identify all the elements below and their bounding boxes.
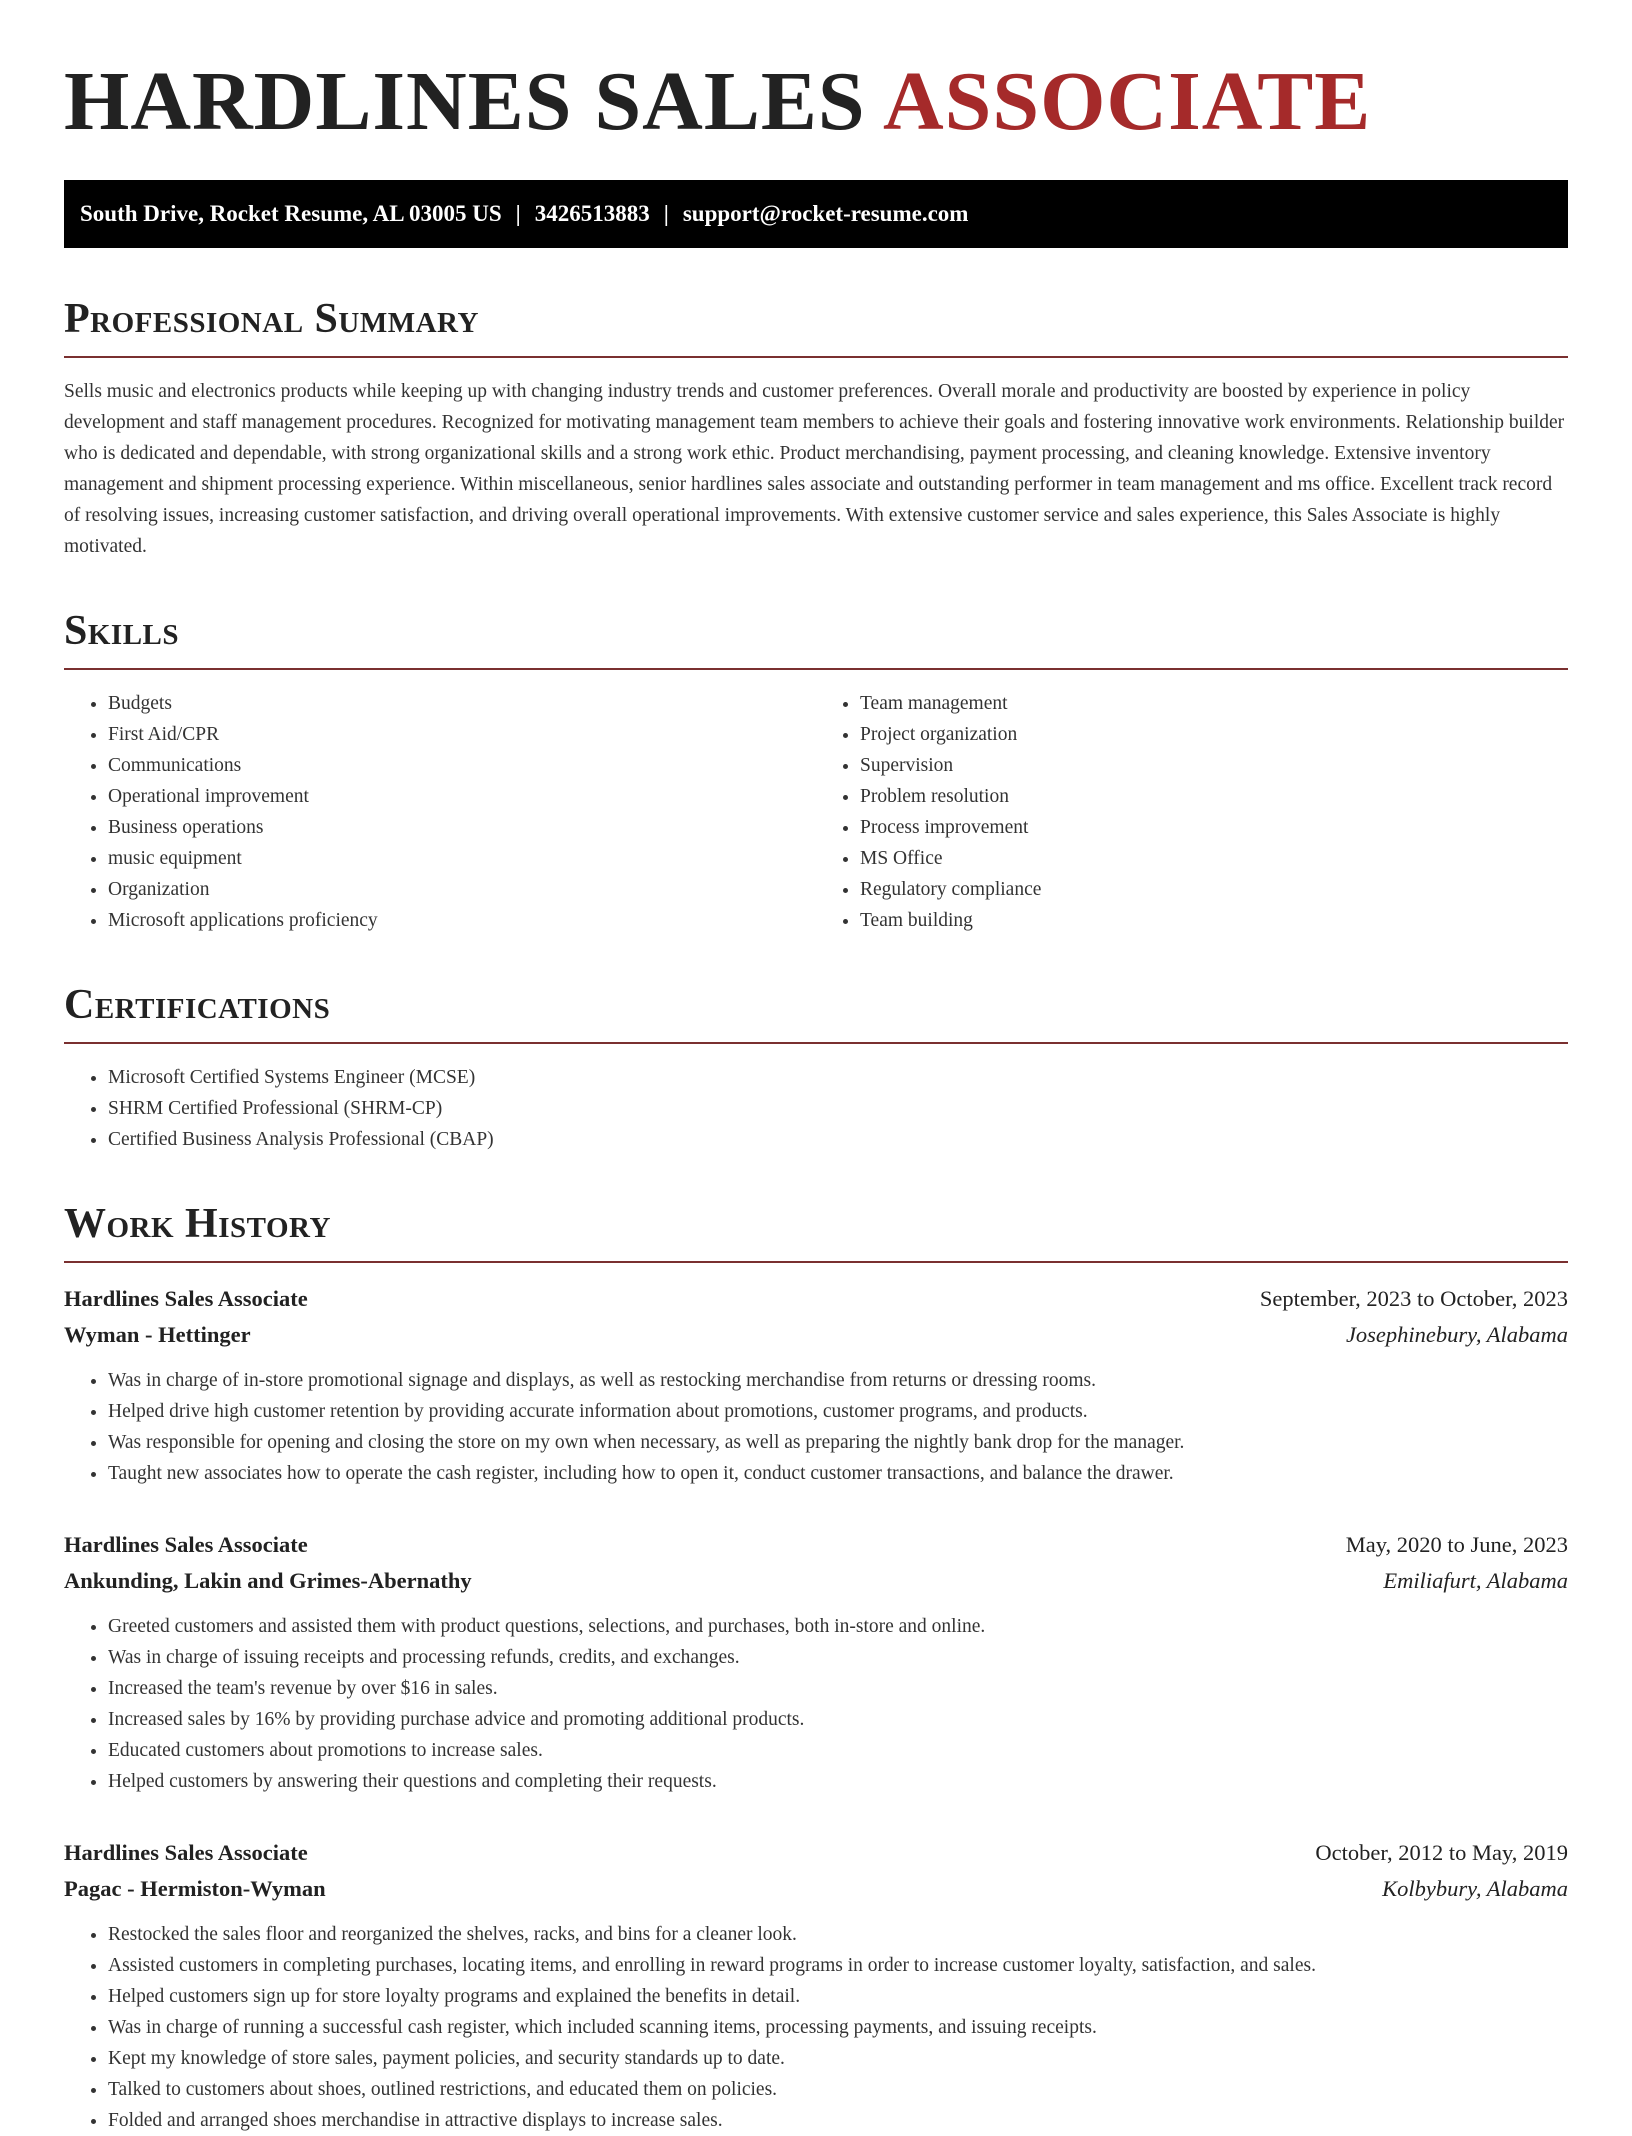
job-bullet: • Greeted customers and assisted them with product questions, selections, and purchases, both in-store and online. [108, 1611, 1568, 1642]
certifications-section [64, 980, 1568, 1155]
job-location: Emiliafurt, Alabama [1383, 1568, 1568, 1593]
job-entry [64, 1281, 1568, 1489]
skill-item: • Project organization [860, 719, 1568, 750]
skill-item: • Budgets [108, 688, 816, 719]
skills-list-left [64, 688, 816, 936]
job-bullets [64, 1919, 1568, 2136]
contact-address: South Drive, Rocket Resume, AL 03005 US [80, 201, 502, 226]
job-location: Josephinebury, Alabama [1345, 1322, 1568, 1347]
section-title: Professional Summary [64, 296, 479, 342]
skill-item: • Organization [108, 874, 816, 905]
job-bullet: • Helped customers by answering their questions and completing their requests. [108, 1766, 1568, 1797]
section-divider [64, 1261, 1568, 1263]
job-dates: September, 2023 to October, 2023 [1259, 1286, 1568, 1311]
certification-item: • SHRM Certified Professional (SHRM-CP) [108, 1093, 1568, 1124]
certifications-list [64, 1062, 1568, 1155]
job-bullet: • Was in charge of issuing receipts and processing refunds, credits, and exchanges. [108, 1642, 1568, 1673]
skill-item: • Operational improvement [108, 781, 816, 812]
job-header-row [64, 1281, 1568, 1317]
job-location: Kolbybury, Alabama [1382, 1876, 1568, 1901]
job-bullet: • Educated customers about promotions to increase sales. [108, 1735, 1568, 1766]
job-header-row [64, 1527, 1568, 1563]
skill-item: • Business operations [108, 812, 816, 843]
skill-item: • Team management [860, 688, 1568, 719]
job-company-row [64, 1871, 1568, 1907]
job-bullet: • Increased the team's revenue by over $16 in sales. [108, 1673, 1568, 1704]
certification-item: • Microsoft Certified Systems Engineer (MCSE) [108, 1062, 1568, 1093]
skills-section [64, 606, 1568, 936]
skills-grid [64, 688, 1568, 936]
job-bullets [64, 1365, 1568, 1489]
contact-phone: 3426513883 [534, 201, 650, 226]
section-divider [64, 668, 1568, 670]
section-title: Work History [64, 1201, 331, 1247]
job-title: Hardlines Sales Associate [64, 1532, 308, 1557]
job-bullet: • Helped customers sign up for store loyalty programs and explained the benefits in detail. [108, 1981, 1568, 2012]
job-dates: October, 2012 to May, 2019 [1315, 1840, 1568, 1865]
skill-item: • Team building [860, 905, 1568, 936]
skill-item: • Process improvement [860, 812, 1568, 843]
job-bullet: • Taught new associates how to operate the cash register, including how to open it, conduct customer transactions, and balance the drawer. [108, 1458, 1568, 1489]
job-bullet: • Kept my knowledge of store sales, payment policies, and security standards up to date. [108, 2043, 1568, 2074]
skill-item: • music equipment [108, 843, 816, 874]
section-divider [64, 1042, 1568, 1044]
contact-separator: | [515, 201, 521, 226]
job-entry [64, 1835, 1568, 2136]
section-divider [64, 356, 1568, 358]
work-history-section [64, 1199, 1568, 2136]
job-bullets [64, 1611, 1568, 1797]
skill-item: • MS Office [860, 843, 1568, 874]
contact-separator: | [663, 201, 669, 226]
job-company: Pagac - Hermiston-Wyman [64, 1876, 326, 1901]
skills-list-right [816, 688, 1568, 936]
job-bullet: • Folded and arranged shoes merchandise in attractive displays to increase sales. [108, 2105, 1568, 2136]
section-title: Skills [64, 608, 180, 654]
job-header-row [64, 1835, 1568, 1871]
job-title: Hardlines Sales Associate [64, 1286, 308, 1311]
section-title: Certifications [64, 982, 331, 1028]
skill-item: • Communications [108, 750, 816, 781]
skill-item: • Problem resolution [860, 781, 1568, 812]
job-bullet: • Increased sales by 16% by providing purchase advice and promoting additional products. [108, 1704, 1568, 1735]
skill-item: • Supervision [860, 750, 1568, 781]
summary-section [64, 294, 1568, 562]
job-company-row [64, 1563, 1568, 1599]
job-bullet: • Talked to customers about shoes, outlined restrictions, and educated them on policies. [108, 2074, 1568, 2105]
job-bullet: • Restocked the sales floor and reorganized the shelves, racks, and bins for a cleaner look. [108, 1919, 1568, 1950]
resume-title [64, 52, 1568, 152]
job-company-row [64, 1317, 1568, 1353]
job-bullet: • Helped drive high customer retention by providing accurate information about promotions, customer programs, and products. [108, 1396, 1568, 1427]
contact-email[interactable]: support@rocket-resume.com [682, 201, 969, 226]
summary-text: Sells music and electronics products while keeping up with changing industry trends and customer preferences. Overall morale and productivity are boosted by experience in policy development and staff management procedures. Recognized for motivating management team members to achieve their goals and fostering innovative work environments. Relationship builder who is dedicated and dependable, with strong organizational skills and a strong work ethic. Product merchandising, payment processing, and cleaning knowledge. Extensive inventory management and shipment processing experience. Within miscellaneous, senior hardlines sales associate and outstanding performer in team management and ms office. Excellent track record of resolving issues, increasing customer satisfaction, and driving overall operational improvements. With extensive customer service and sales experience, this Sales Associate is highly motivated. [64, 381, 1565, 557]
skill-item: • Regulatory compliance [860, 874, 1568, 905]
job-entry [64, 1527, 1568, 1797]
certification-item: • Certified Business Analysis Professional (CBAP) [108, 1124, 1568, 1155]
contact-bar [64, 180, 1568, 248]
job-bullet: • Was responsible for opening and closing the store on my own when necessary, as well as preparing the nightly bank drop for the manager. [108, 1427, 1568, 1458]
job-company: Wyman - Hettinger [64, 1322, 251, 1347]
job-dates: May, 2020 to June, 2023 [1345, 1532, 1568, 1557]
job-bullet: • Was in charge of running a successful cash register, which included scanning items, processing payments, and issuing receipts. [108, 2012, 1568, 2043]
skill-item: • Microsoft applications proficiency [108, 905, 816, 936]
title-main: HARDLINES SALES [64, 55, 866, 148]
job-title: Hardlines Sales Associate [64, 1840, 308, 1865]
title-accent: ASSOCIATE [882, 55, 1372, 148]
job-bullet: • Assisted customers in completing purchases, locating items, and enrolling in reward programs in order to increase customer loyalty, satisfaction, and sales. [108, 1950, 1568, 1981]
skill-item: • First Aid/CPR [108, 719, 816, 750]
job-bullet: • Was in charge of in-store promotional signage and displays, as well as restocking merchandise from returns or dressing rooms. [108, 1365, 1568, 1396]
job-company: Ankunding, Lakin and Grimes-Abernathy [64, 1568, 472, 1593]
